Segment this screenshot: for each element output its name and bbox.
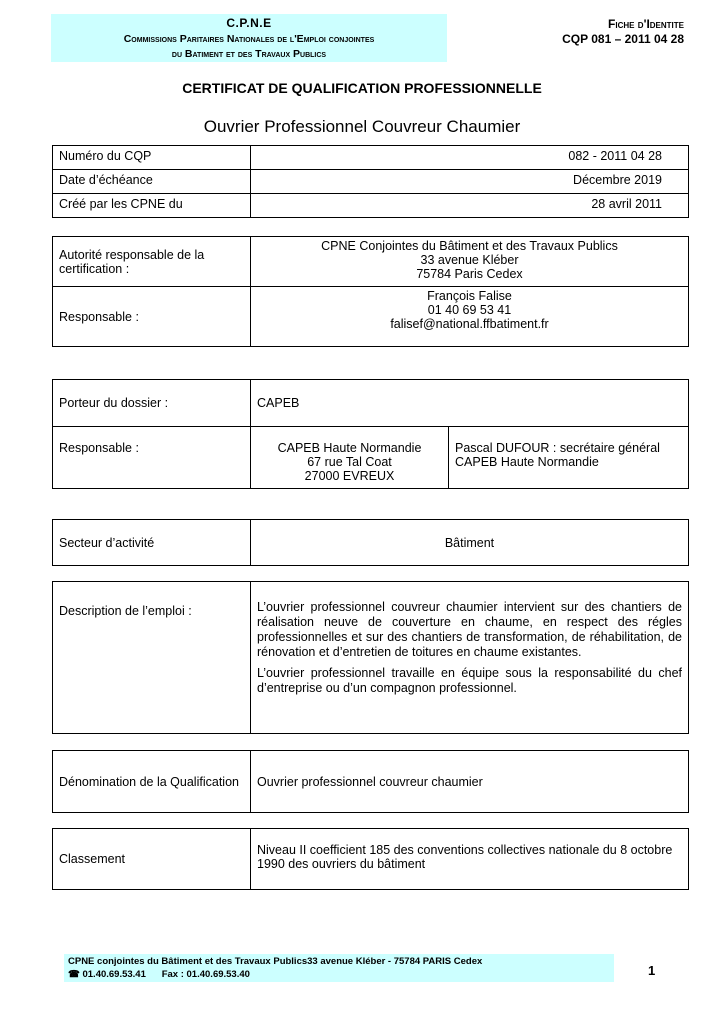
table-row	[53, 829, 689, 890]
footer-phone-fax: 01.40.69.53.41 Fax : 01.40.69.53.40	[82, 969, 250, 980]
secteur-table	[52, 519, 689, 566]
created-value: 28 avril 2011	[251, 194, 689, 218]
autorite-line: 33 avenue Kléber	[420, 253, 519, 267]
secteur-value: Bâtiment	[251, 520, 689, 566]
secteur-label: Secteur d’activité	[53, 520, 251, 566]
autorite-line: 75784 Paris Cedex	[416, 267, 523, 281]
fiche-label: Fiche d'Identite	[608, 17, 684, 31]
table-row	[53, 427, 689, 489]
autorite-address	[251, 237, 689, 287]
phone-icon: ☎	[68, 969, 80, 980]
autorite-label: Autorité responsable de la certification :	[53, 237, 251, 287]
porteur-label: Porteur du dossier :	[53, 380, 251, 427]
porteur-table	[52, 379, 689, 489]
autorite-table	[52, 236, 689, 347]
expiry-label: Date d’échéance	[53, 170, 251, 194]
porteur-resp-label: Responsable :	[53, 427, 251, 489]
denomination-table	[52, 750, 689, 813]
denomination-value: Ouvrier professionnel couvreur chaumier	[251, 751, 689, 813]
resp-email: falisef@national.ffbatiment.fr	[390, 317, 549, 331]
description-table	[52, 581, 689, 734]
table-row	[53, 237, 689, 287]
contact-line: CAPEB Haute Normandie	[455, 455, 599, 469]
porteur-address	[251, 427, 449, 489]
fiche-identite	[562, 17, 684, 46]
footer-line-2	[68, 968, 610, 981]
cqp-number-value: 082 - 2011 04 28	[251, 146, 689, 170]
footer	[64, 954, 614, 982]
classement-table	[52, 828, 689, 890]
table-row	[53, 146, 689, 170]
table-row	[53, 170, 689, 194]
autorite-line: CPNE Conjointes du Bâtiment et des Travaux Publics	[321, 239, 618, 253]
org-line-2: du Batiment et des Travaux Publics	[171, 48, 327, 60]
denomination-label: Dénomination de la Qualification	[53, 751, 251, 813]
address-line: CAPEB Haute Normandie	[277, 441, 422, 455]
org-short: C.P.N.E	[226, 16, 272, 30]
autorite-resp	[251, 287, 689, 347]
description-paragraph: L’ouvrier professionnel couvreur chaumier intervient sur des chantiers de réalisation neuve de couverture en chaume, en respect des régles professionnelles et sur des chantiers de transformation, de réhabilitation, de rénovation et d’entretien de toitures en chaume existantes.	[257, 600, 682, 659]
porteur-contact	[449, 427, 689, 489]
table-row	[53, 582, 689, 734]
porteur-value: CAPEB	[251, 380, 689, 427]
description-paragraph: L’ouvrier professionnel travaille en équipe sous la responsabilité du chef d’entreprise ou d’un compagnon professionnel.	[257, 666, 682, 695]
resp-phone: 01 40 69 53 41	[427, 303, 512, 317]
footer-line-1: CPNE conjointes du Bâtiment et des Travaux Publics33 avenue Kléber - 75784 PARIS Cedex	[68, 956, 483, 967]
fiche-code: CQP 081 – 2011 04 28	[562, 32, 684, 46]
header-org-box	[51, 14, 447, 62]
description-text	[251, 582, 689, 734]
document-subtitle: Ouvrier Professionnel Couvreur Chaumier	[203, 117, 521, 136]
expiry-value: Décembre 2019	[251, 170, 689, 194]
classement-label: Classement	[53, 829, 251, 890]
table-row	[53, 287, 689, 347]
address-line: 27000 EVREUX	[304, 469, 395, 483]
address-line: 67 rue Tal Coat	[307, 455, 392, 469]
table-row	[53, 380, 689, 427]
resp-name: François Falise	[427, 289, 512, 303]
table-row	[53, 520, 689, 566]
table-row	[53, 194, 689, 218]
classement-value: Niveau II coefficient 185 des conventions collectives nationale du 8 octobre 1990 des ouvriers du bâtiment	[251, 829, 689, 890]
org-line-1: Commissions Paritaires Nationales de l'Emploi conjointes	[123, 33, 375, 45]
page-number: 1	[648, 963, 656, 978]
created-label: Créé par les CPNE du	[53, 194, 251, 218]
description-label: Description de l’emploi :	[53, 582, 251, 734]
cqp-number-label: Numéro du CQP	[53, 146, 251, 170]
contact-line: Pascal DUFOUR : secrétaire général	[455, 441, 660, 455]
document-title: CERTIFICAT DE QUALIFICATION PROFESSIONNELLE	[182, 80, 542, 96]
autorite-resp-label: Responsable :	[53, 287, 251, 347]
cqp-table	[52, 145, 689, 218]
table-row	[53, 751, 689, 813]
